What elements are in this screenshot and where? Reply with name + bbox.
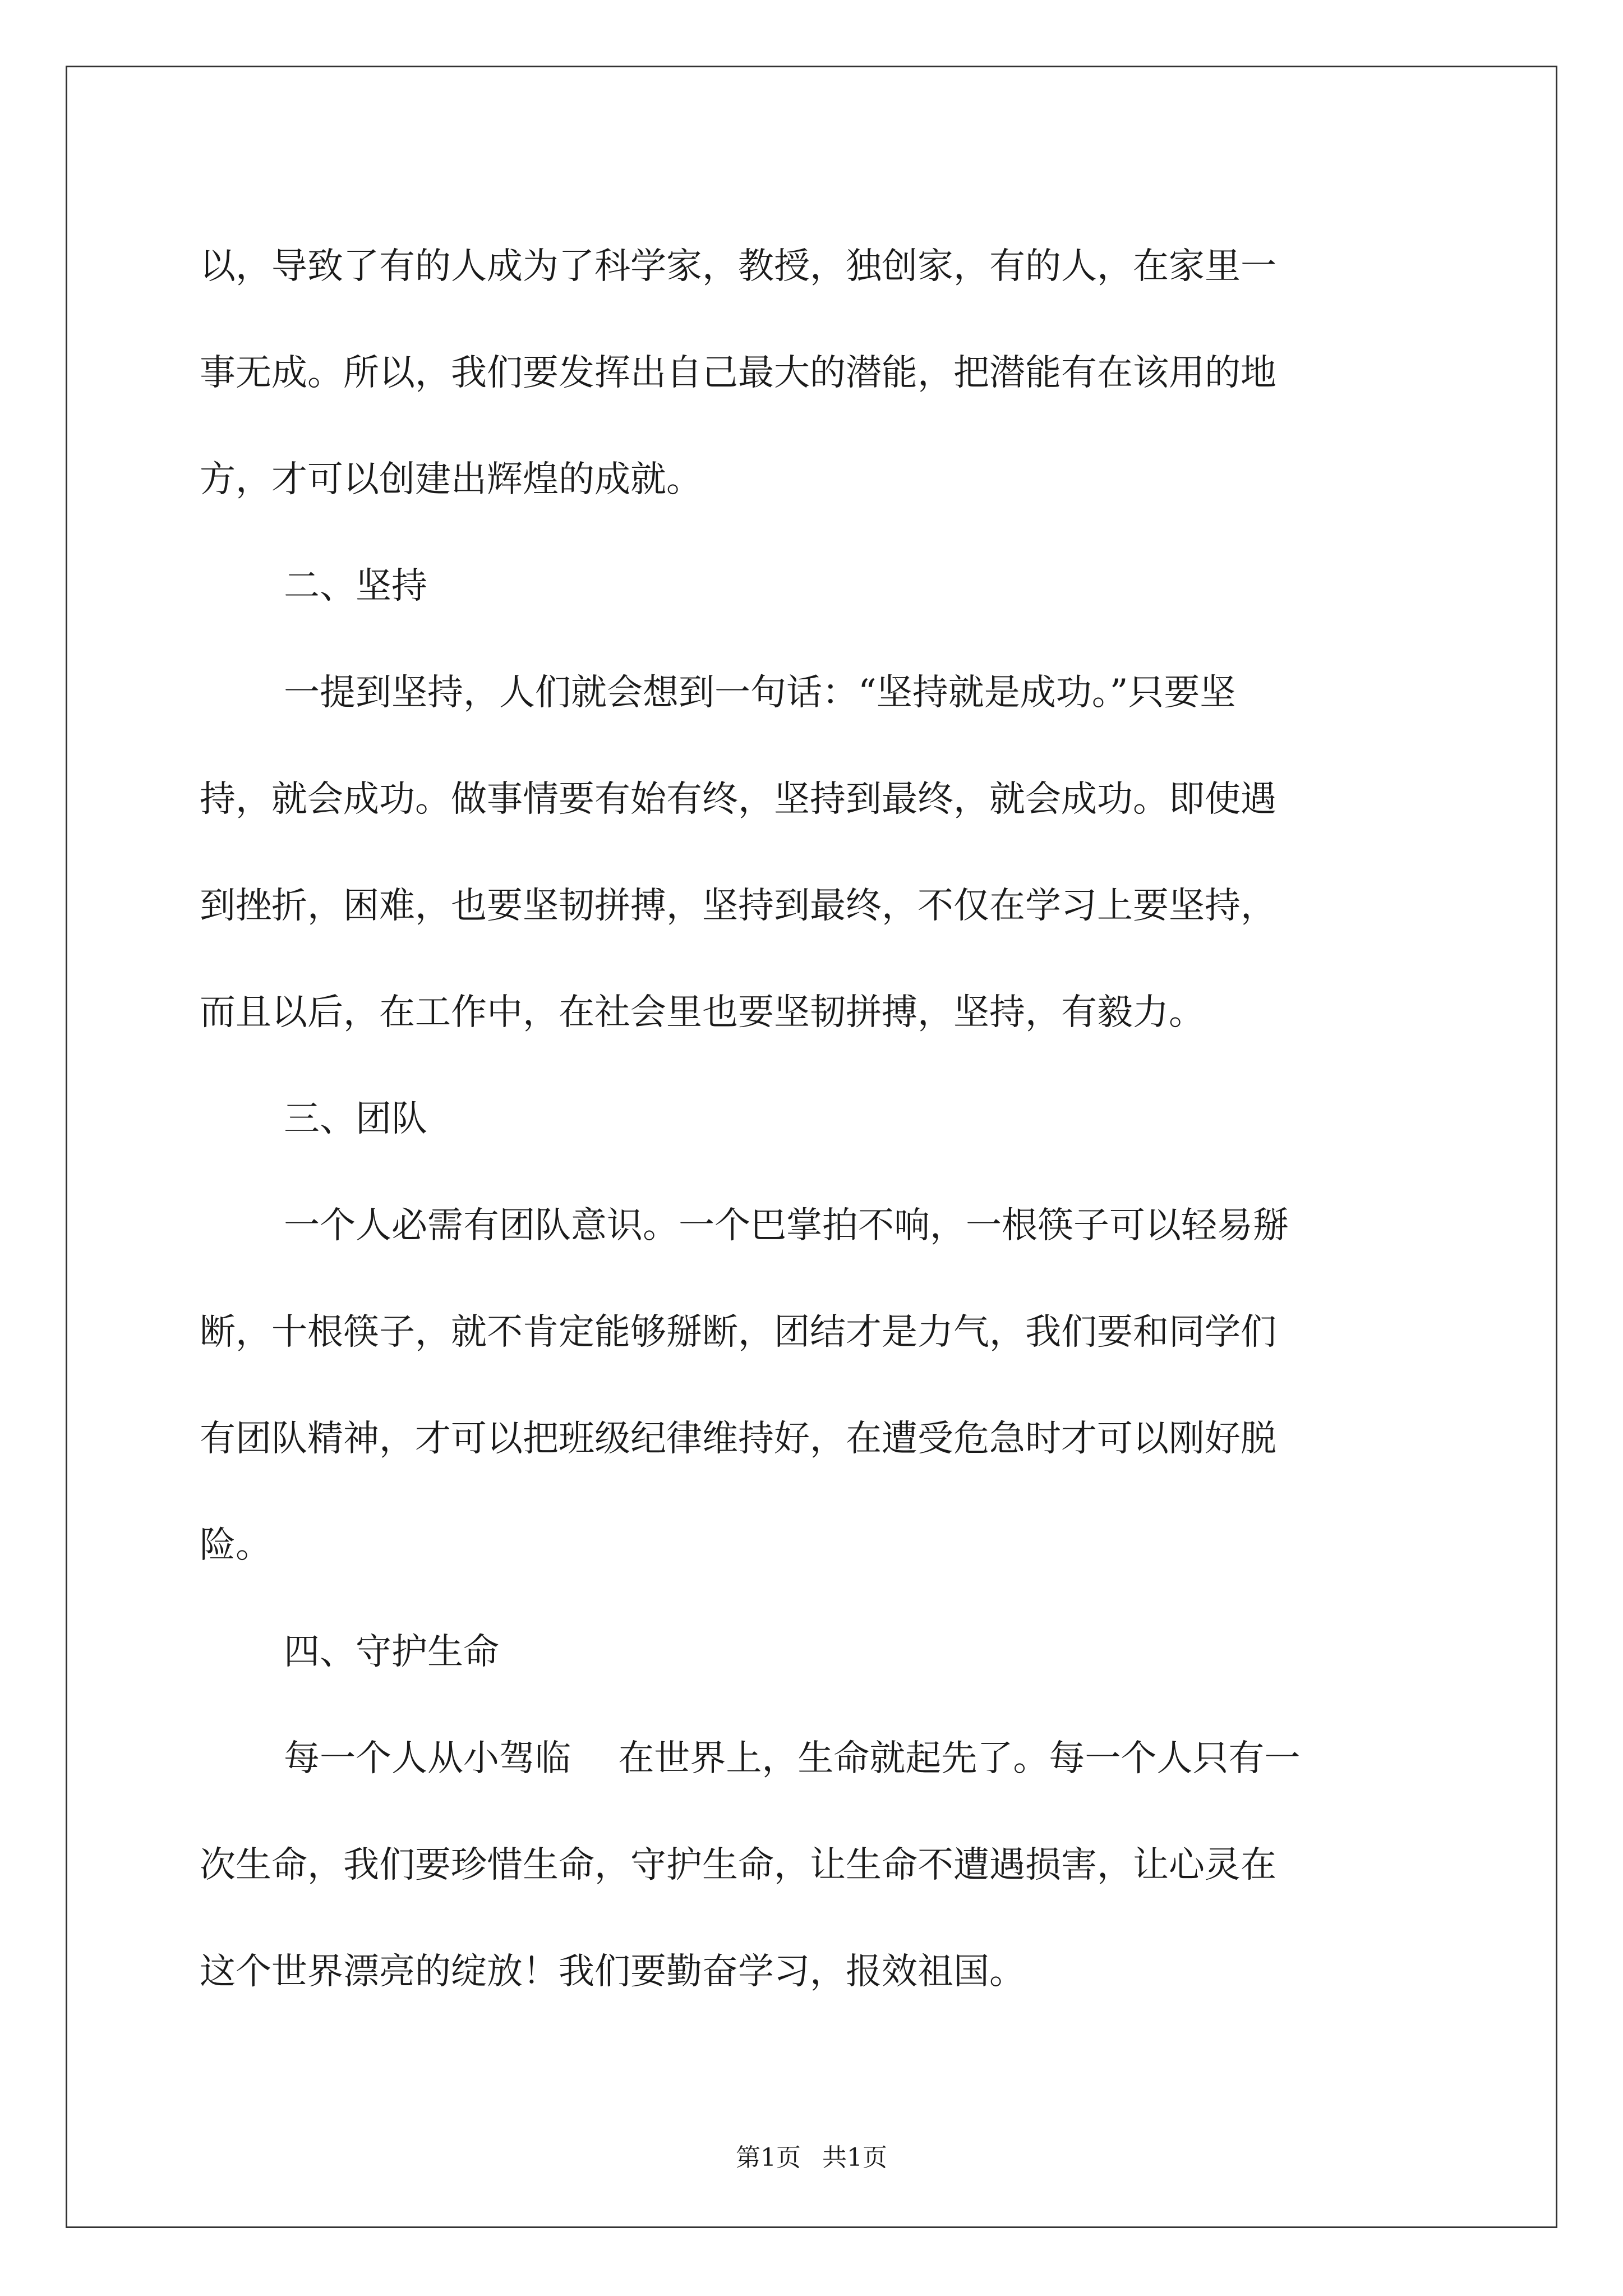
text-line: 有团队精神，才可以把班级纪律维持好，在遭受危急时才可以刚好脱 xyxy=(200,1418,1276,1460)
text-line: 持，就会成功。做事情要有始有终，坚持到最终，就会成功。即使遇 xyxy=(200,779,1276,820)
text-line: 事无成。所以，我们要发挥出自己最大的潜能，把潜能有在该用的地 xyxy=(200,352,1276,394)
text-line: 次生命，我们要珍惜生命，守护生命，让生命不遭遇损害，让心灵在 xyxy=(200,1844,1276,1886)
section-heading: 四、守护生命 xyxy=(284,1631,499,1673)
section-heading: 二、坚持 xyxy=(284,565,427,607)
text-line: 方，才可以创建出辉煌的成就。 xyxy=(200,459,702,500)
page-number-current: 第1页 xyxy=(736,2143,801,2172)
text-line: 险。 xyxy=(200,1525,271,1566)
text-line: 断，十根筷子，就不肯定能够掰断，团结才是力气，我们要和同学们 xyxy=(200,1312,1276,1353)
text-line: 到挫折，困难，也要坚韧拼搏，坚持到最终，不仅在学习上要坚持， xyxy=(200,885,1276,927)
text-line: 以，导致了有的人成为了科学家，教授，独创家，有的人，在家里一 xyxy=(200,246,1276,287)
page-footer xyxy=(0,2137,1623,2173)
section-heading: 三、团队 xyxy=(284,1098,427,1140)
text-line: 而且以后，在工作中，在社会里也要坚韧拼搏，坚持，有毅力。 xyxy=(200,992,1205,1033)
paragraph-first-line: 每一个人从小驾临 在世界上，生命就起先了。每一个人只有一 xyxy=(284,1738,1301,1779)
page-number-total: 共1页 xyxy=(822,2143,887,2172)
paragraph-first-line: 一提到坚持，人们就会想到一句话：“坚持就是成功。”只要坚 xyxy=(284,672,1236,714)
paragraph-first-line: 一个人必需有团队意识。一个巴掌拍不响，一根筷子可以轻易掰 xyxy=(284,1205,1289,1246)
document-body xyxy=(200,213,1422,2025)
text-line: 这个世界漂亮的绽放！我们要勤奋学习，报效祖国。 xyxy=(200,1951,1025,1993)
